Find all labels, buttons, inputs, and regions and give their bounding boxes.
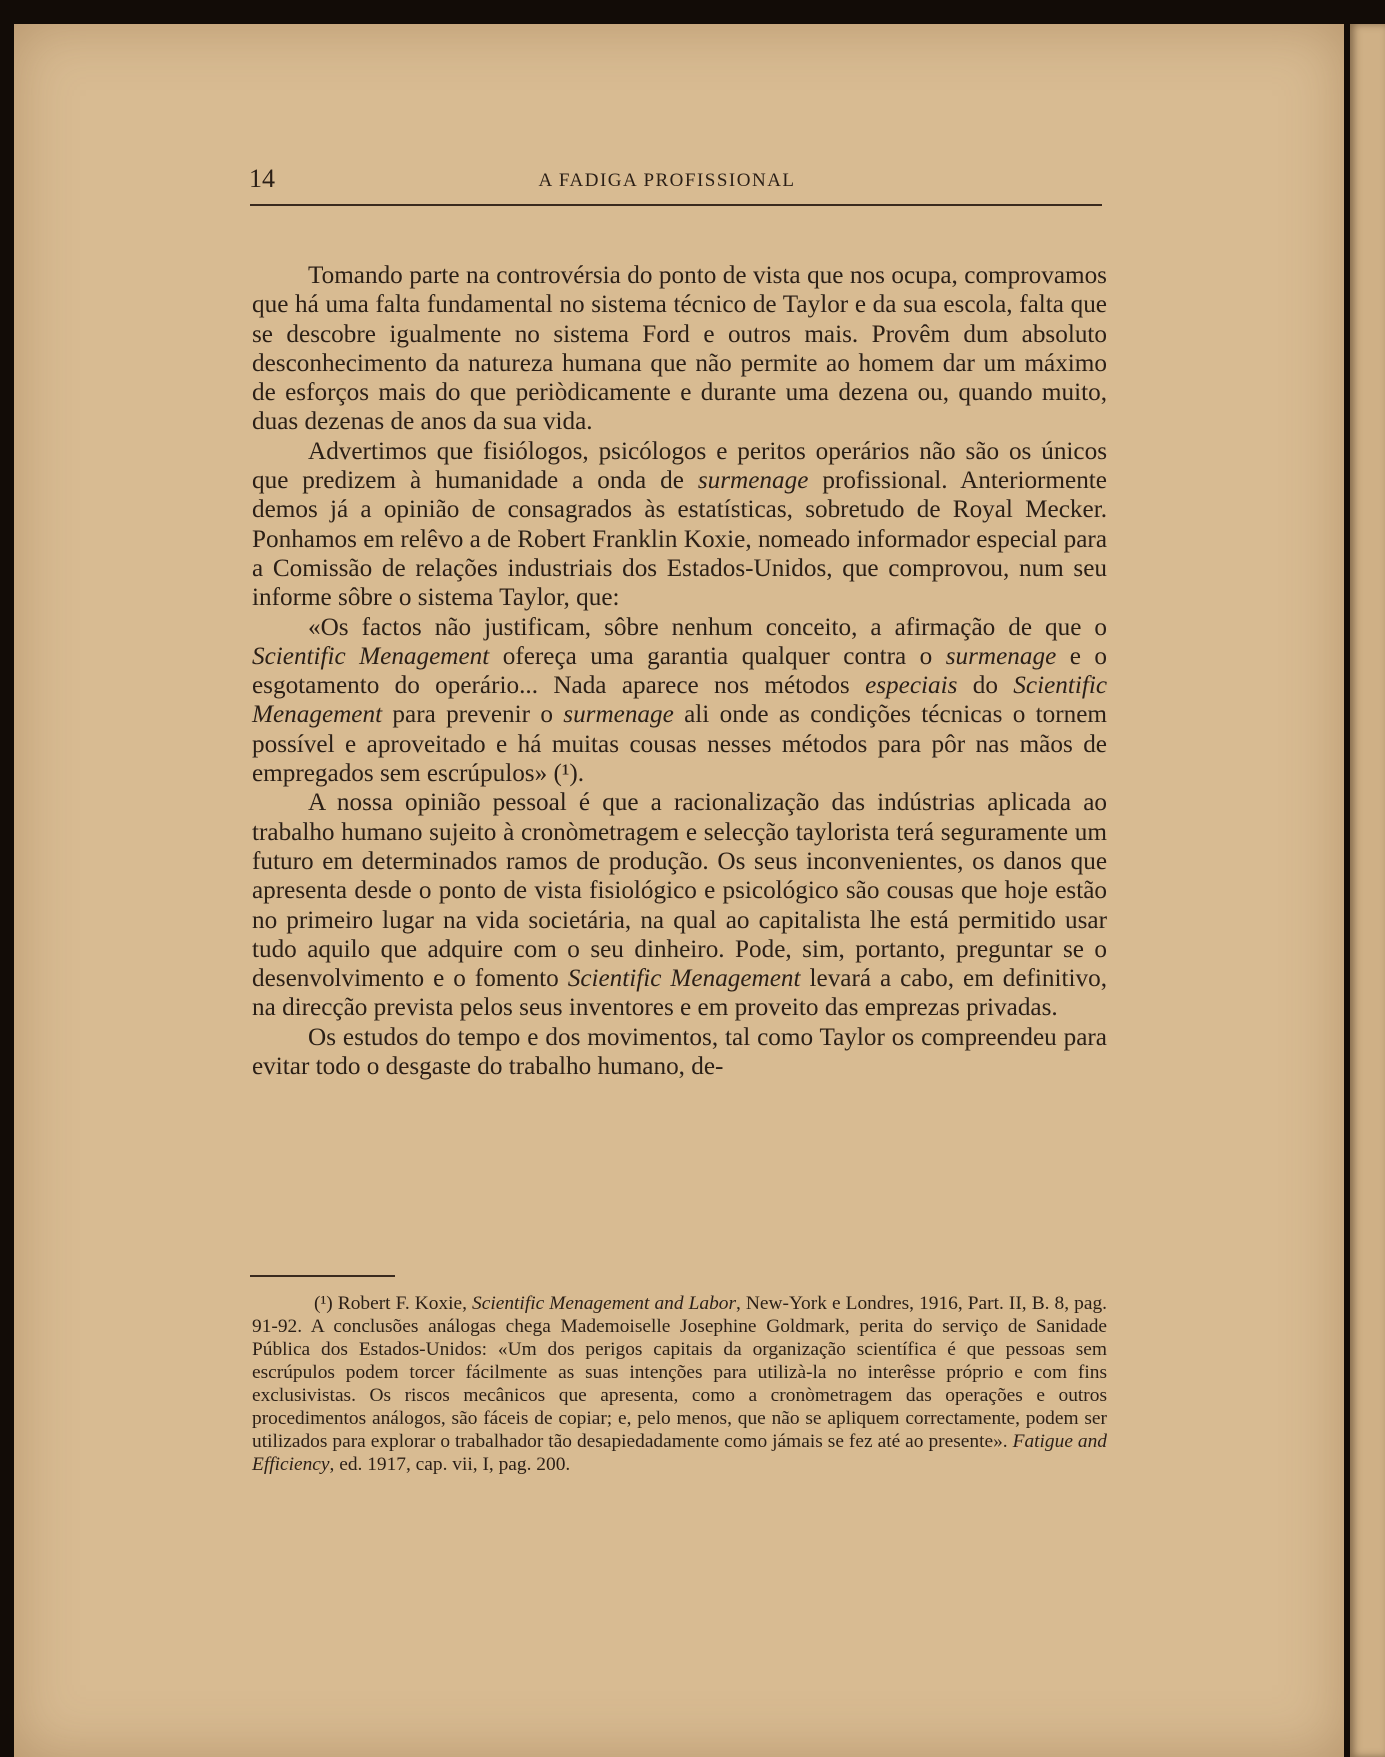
paragraph (252, 261, 1107, 437)
italic-text: surmenage (945, 642, 1057, 670)
paragraph (252, 1023, 1107, 1082)
header-rule (250, 204, 1102, 206)
text-run: Os estudos do tempo e dos movimentos, tal como Taylor os compreendeu para evitar todo o desgaste do trabalho humano, de- (252, 1023, 1107, 1081)
paragraph (252, 788, 1107, 1022)
text-run: A nossa opinião pessoal é que a racionalização das indústrias aplicada ao trabalho humano sujeito à cronòmetragem e selecção taylorista terá seguramente um futuro em determinados ramos de produção. Os seus inconvenientes, os danos que apresenta desde o ponto de vista fisiológico e psicológico são cousas que hoje estão no primeiro lugar na vida societária, na qual ao capitalista lhe está permitido usar tudo aquilo que adquire com o seu dinheiro. Pode, sim, portanto, preguntar se o desenvolvimento e o fomento (252, 789, 1107, 993)
text-run: ali onde as condições técnicas o tornem possível e aproveitado e há muitas cousas nesses métodos para pôr nas mãos de empregados sem escrúpulos» (¹). (252, 701, 1107, 788)
paragraph (252, 437, 1107, 613)
italic-text: Scientific Menagement (252, 672, 1108, 729)
paragraph (252, 613, 1107, 789)
italic-text: Scientific Menagement (252, 642, 490, 670)
text-run: , ed. 1917, cap. vii, I, pag. 200. (329, 1454, 571, 1475)
adjacent-page-edge (1350, 24, 1385, 1757)
text-run: do (957, 672, 1014, 700)
body-text (252, 261, 1107, 1081)
italic-text: especiais (865, 672, 958, 700)
page-number: 14 (249, 164, 275, 193)
footnote-rule (250, 1275, 395, 1277)
text-run: ofereça uma garantia qualquer contra o (489, 642, 946, 670)
text-run: profissional. Anteriormente demos já a opinião de consagrados às estatísticas, sobretudo de Royal Mecker. Ponhamos em relêvo a de Robert Franklin Koxie, nomeado informador especial para a Comissão de relações industriais dos Estados-Unidos, que comprovou, num seu informe sôbre o sistema Taylor, que: (252, 467, 1107, 612)
page-header (237, 164, 1097, 204)
italic-text: Scientific Menagement and Labor (472, 1293, 737, 1314)
footnote (252, 1292, 1107, 1476)
text-run: Advertimos que fisiólogos, psicólogos e peritos operários não são os únicos que predizem à humanidade a onda de (252, 437, 1107, 495)
text-run: para prevenir o (382, 701, 564, 729)
text-run: e o esgotamento do operário... Nada aparece nos métodos (252, 642, 1107, 700)
italic-text: surmenage (697, 467, 809, 495)
text-run: Tomando parte na controvérsia do ponto de vista que nos ocupa, comprovamos que há uma falta fundamental no sistema técnico de Taylor e da sua escola, falta que se descobre igualmente no sistema Ford e outros mais. Provêm dum absoluto desconhecimento da natureza humana que não permite ao homem dar um máximo de esforços mais do que periòdicamente e durante uma dezena ou, quando muito, duas dezenas de anos da sua vida. (252, 262, 1107, 436)
italic-text: Fatigue and Efficiency (252, 1431, 1107, 1475)
italic-text: Scientific Menagement (567, 965, 801, 993)
text-run: , New-York e Londres, 1916, Part. II, B. 8, pag. 91-92. A conclusões análogas chega Mademoiselle Josephine Goldmark, perita do serviço de Sanidade Pública dos Estados-Unidos: «Um dos perigos capitais da organização scientífica é que pessoas sem escrúpulos podem torcer fácilmente as suas intenções para utilizà-la no interêsse próprio e com fins exclusivistas. Os riscos mecânicos que apresenta, como a cronòmetragem das operações e outros procedimentos análogos, são fáceis de copiar; e, pelo menos, que não se apliquem correctamente, podem ser utilizados para explorar o trabalhador tão desapiedadamente como jámais se fez até ao presente». (252, 1293, 1107, 1452)
italic-text: surmenage (563, 701, 674, 729)
text-run: «Os factos não justificam, sôbre nenhum conceito, a afirmação de que o (308, 613, 1107, 641)
text-run: (¹) Robert F. Koxie, (314, 1293, 473, 1314)
text-run: levará a cabo, em definitivo, na direcção prevista pelos seus inventores e em proveito das emprezas privadas. (252, 965, 1107, 1022)
footnotes (252, 1292, 1107, 1476)
running-title: A FADIGA PROFISSIONAL (538, 170, 796, 191)
